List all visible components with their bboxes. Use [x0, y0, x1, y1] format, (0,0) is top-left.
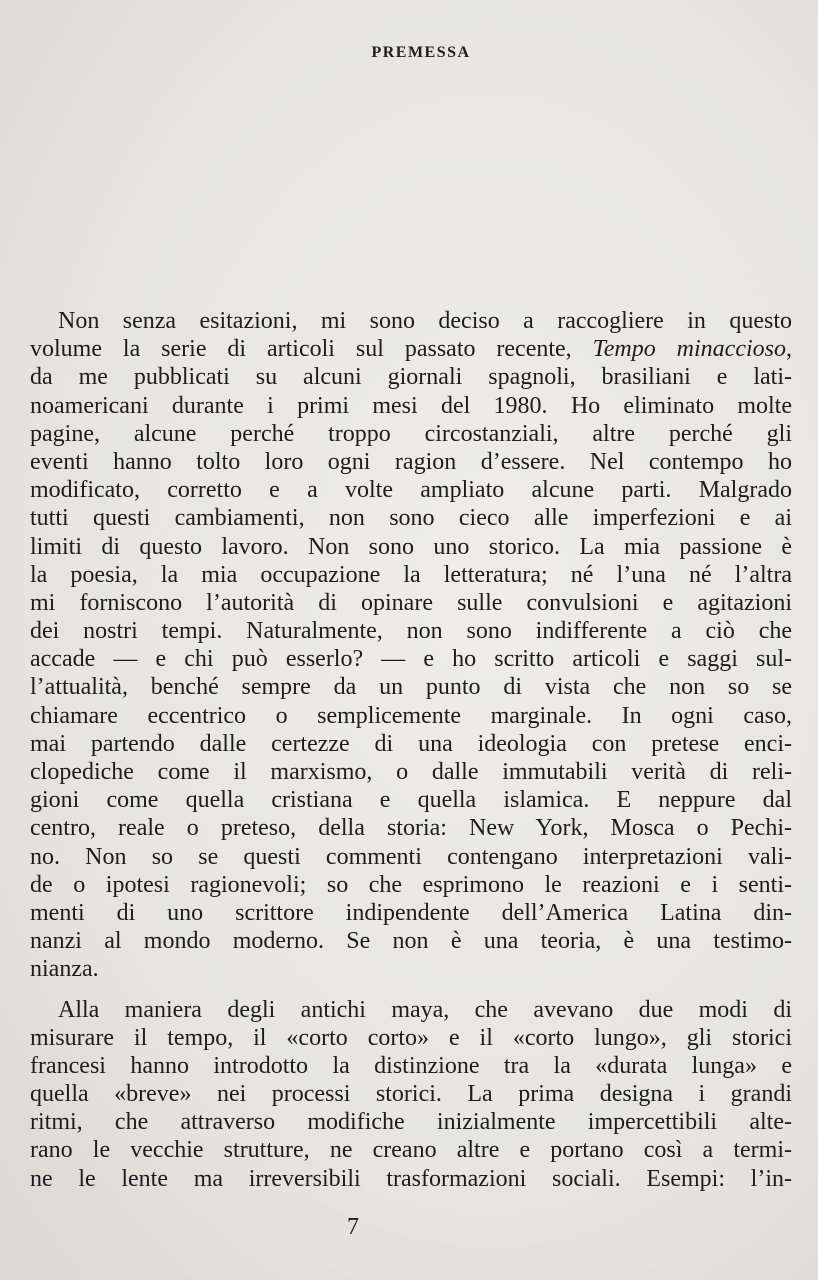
text-line: nianza.: [30, 956, 99, 983]
paragraph-gap: [30, 984, 792, 996]
paragraph-1: [30, 307, 792, 984]
text-line: gioni come quella cristiana e quella islamica. E neppure dal: [30, 787, 792, 814]
text-line: mai partendo dalle certezze di una ideologia con pretese enci-: [30, 730, 792, 757]
text-line: dei nostri tempi. Naturalmente, non sono indifferente a ciò che: [30, 618, 792, 645]
text-line: Non senza esitazioni, mi sono deciso a raccogliere in questo: [58, 308, 792, 334]
text-line: chiamare eccentrico o semplicemente marginale. In ogni caso,: [30, 702, 792, 729]
text-line: modificato, corretto e a volte ampliato alcune parti. Malgrado: [30, 477, 792, 504]
text-line: ,: [786, 336, 792, 363]
text-line: limiti di questo lavoro. Non sono uno storico. La mia passione è: [30, 533, 792, 560]
text-line: accade — e chi può esserlo? — e ho scritto articoli e saggi sul-: [30, 646, 792, 673]
text-line: mi forniscono l’autorità di opinare sulle convulsioni e agitazioni: [30, 589, 792, 616]
text-line: la poesia, la mia occupazione la letteratura; né l’una né l’altra: [30, 561, 792, 588]
book-title-italic: Tempo minaccioso: [592, 336, 786, 363]
text-line: menti di uno scrittore indipendente dell’America Latina din-: [30, 899, 792, 926]
body-text: [30, 307, 792, 1193]
text-line: quella «breve» nei processi storici. La prima designa i grandi: [30, 1081, 792, 1108]
text-line: nanzi al mondo moderno. Se non è una teoria, è una testimo-: [30, 928, 792, 955]
text-line: ritmi, che attraverso modifiche inizialmente impercettibili alte-: [30, 1109, 792, 1136]
text-line: francesi hanno introdotto la distinzione tra la «durata lunga» e: [30, 1052, 792, 1079]
text-line: centro, reale o preteso, della storia: New York, Mosca o Pechi-: [30, 815, 792, 842]
paragraph-2: [30, 996, 792, 1193]
text-line: clopediche come il marxismo, o dalle immutabili verità di reli-: [30, 759, 792, 785]
text-line: eventi hanno tolto loro ogni ragion d’essere. Nel contempo ho: [30, 448, 792, 475]
text-line: rano le vecchie strutture, ne creano altre e portano così a termi-: [30, 1137, 792, 1164]
text-line: misurare il tempo, il «corto corto» e il «corto lungo», gli storici: [30, 1024, 792, 1051]
text-line: da me pubblicati su alcuni giornali spagnoli, brasiliani e lati-: [30, 364, 792, 391]
text-line: Alla maniera degli antichi maya, che avevano due modi di: [58, 996, 792, 1023]
page-number: 7: [347, 1214, 359, 1240]
text-line: tutti questi cambiamenti, non sono cieco alle imperfezioni e ai: [30, 505, 792, 532]
text-line-with-italic-title: [30, 335, 792, 363]
text-line: de o ipotesi ragionevoli; so che esprimono le reazioni e i senti-: [30, 871, 792, 898]
text-line: pagine, alcune perché troppo circostanziali, altre perché gli: [30, 420, 792, 447]
text-line: ne le lente ma irreversibili trasformazioni sociali. Esempi: l’in-: [30, 1165, 792, 1192]
text-line: no. Non so se questi commenti contengano interpretazioni vali-: [30, 843, 792, 870]
chapter-heading: PREMESSA: [371, 44, 471, 61]
text-line: l’attualità, benché sempre da un punto di vista che non so se: [30, 674, 792, 701]
text-line: volume la serie di articoli sul passato recente,: [30, 336, 593, 363]
text-line: noamericani durante i primi mesi del 1980. Ho eliminato molte: [30, 392, 792, 419]
